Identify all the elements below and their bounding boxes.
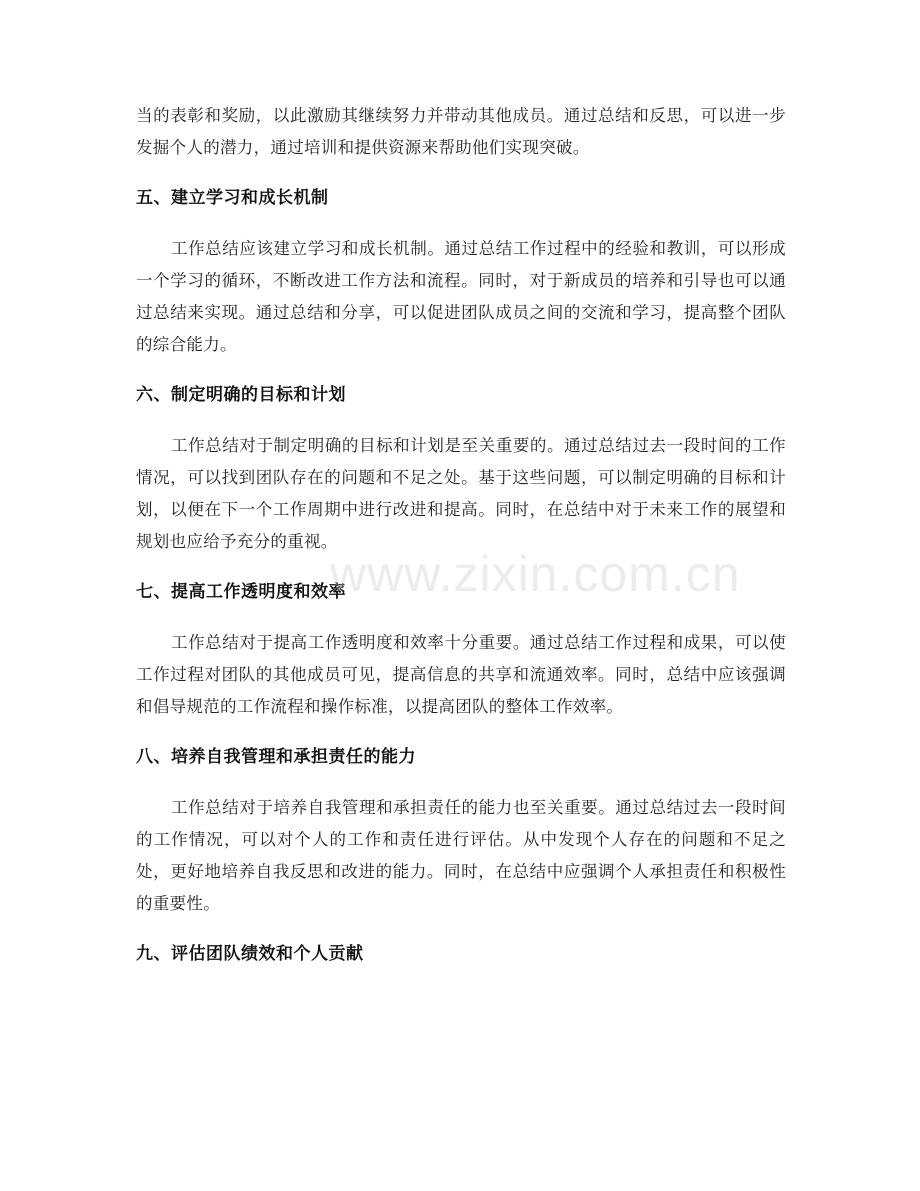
section-heading-7: 七、提高工作透明度和效率	[136, 582, 346, 602]
section-heading-5: 五、建立学习和成长机制	[136, 188, 329, 208]
section-heading-6: 六、制定明确的目标和计划	[136, 385, 346, 405]
section-body-5: 工作总结应该建立学习和成长机制。通过总结工作过程中的经验和教训，可以形成一个学习的循环，不断改进工作方法和流程。同时，对于新成员的培养和引导也可以通过总结来实现。通过总结和分享，可以促进团队成员之间的交流和学习，提高整个团队的综合能力。	[136, 239, 786, 354]
section-heading-8: 八、培养自我管理和承担责任的能力	[136, 747, 416, 767]
document-content	[136, 100, 786, 989]
section-heading-9: 九、评估团队绩效和个人贡献	[136, 944, 364, 964]
section-body-6: 工作总结对于制定明确的目标和计划是至关重要的。通过总结过去一段时间的工作情况，可以找到团队存在的问题和不足之处。基于这些问题，可以制定明确的目标和计划，以便在下一个工作周期中进行改进和提高。同时，在总结中对于未来工作的展望和规划也应给予充分的重视。	[136, 436, 786, 551]
intro-paragraph: 当的表彰和奖励，以此激励其继续努力并带动其他成员。通过总结和反思，可以进一步发掘个人的潜力，通过培训和提供资源来帮助他们实现突破。	[136, 106, 786, 157]
section-body-7: 工作总结对于提高工作透明度和效率十分重要。通过总结工作过程和成果，可以使工作过程对团队的其他成员可见，提高信息的共享和流通效率。同时，总结中应该强调和倡导规范的工作流程和操作标准，以提高团队的整体工作效率。	[136, 633, 786, 716]
section-body-8: 工作总结对于培养自我管理和承担责任的能力也至关重要。通过总结过去一段时间的工作情况，可以对个人的工作和责任进行评估。从中发现个人存在的问题和不足之处，更好地培养自我反思和改进的能力。同时，在总结中应强调个人承担责任和积极性的重要性。	[136, 798, 786, 913]
watermark-text: www.zixin.com.cn	[330, 546, 741, 602]
